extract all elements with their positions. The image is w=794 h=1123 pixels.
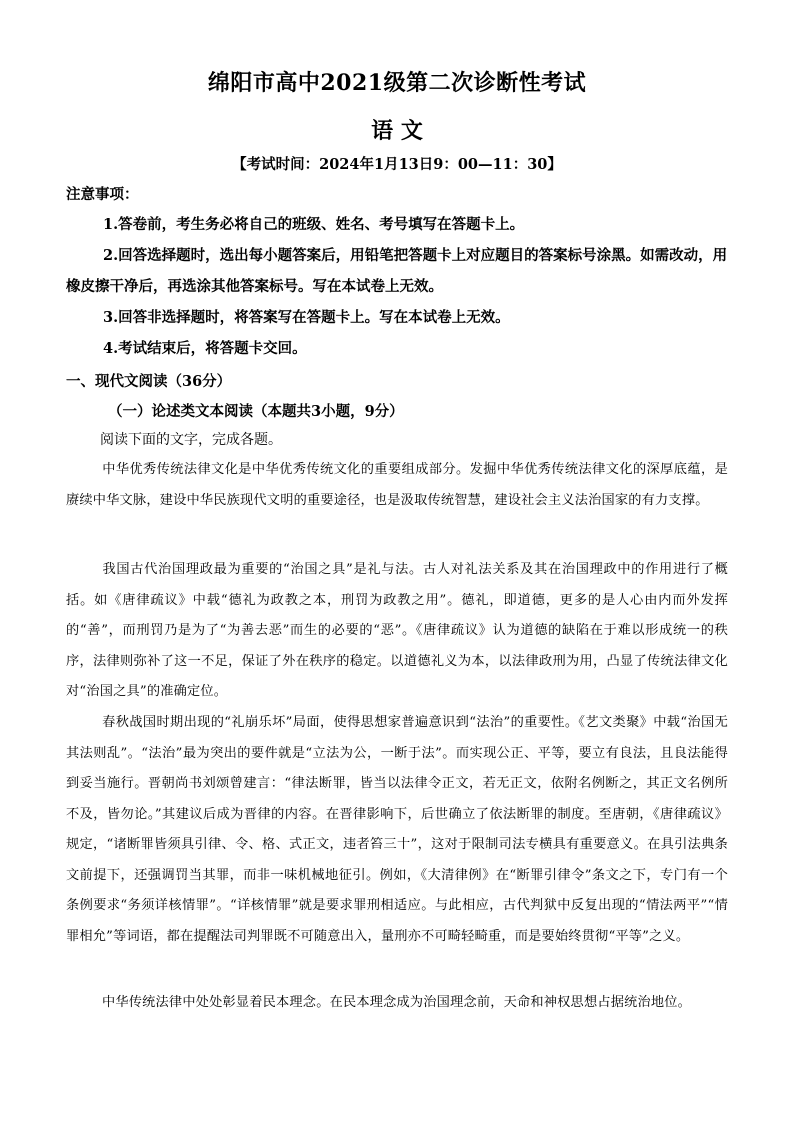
notice-rule-text: 1.答卷前，考生务必将自己的班级、姓名、考号填写在答题卡上。 bbox=[103, 216, 525, 233]
notice-rule-text: 3.回答非选择题时，将答案写在答题卡上。写在本试卷上无效。 bbox=[103, 309, 510, 326]
notice-rule-3 bbox=[66, 302, 728, 333]
paragraph-text: 春秋战国时期出现的“礼崩乐坏”局面，使得思想家普遍意识到“法治”的重要性。《艺文类聚》中载“治国无其法则乱”。“法治”最为突出的要件就是“立法为公，一断于法”。而实现公正、平等，要立有良法，且良法能得到妥当施行。晋朝尚书刘颂曾建言：“律法断罪，皆当以法律令正文，若无正文，依附名例断之，其正文名例所不及，皆勿论。”其建议后成为晋律的内容。在晋律影响下，后世确立了依法断罪的制度。至唐朝，《唐律疏议》规定，“诸断罪皆须具引律、令、格、式正文，违者笞三十”，这对于限制司法专横具有重要意义。在具引法典条文前提下，还强调罚当其罪，而非一味机械地征引。例如，《大清律例》在“断罪引律令”条文之下，专门有一个条例要求“务须详核情罪”。“详核情罪”就是要求罪刑相适应。与此相应，古代判狱中反复出现的“情法两平”“情罪相允”等词语，都在提醒法司判罪既不可随意出入，量刑亦不可畸轻畸重，而是要始终贯彻“平等”之义。 bbox=[66, 715, 728, 944]
subject-title: 语 文 bbox=[371, 118, 423, 144]
exam-time: 【考试时间：2024年1月13日9：00—11：30】 bbox=[232, 156, 562, 173]
notice-rule-4 bbox=[66, 333, 728, 364]
passage-paragraph-2 bbox=[66, 555, 728, 708]
paragraph-text: 中华传统法律中处处彰显着民本理念。在民本理念成为治国理念前，天命和神权思想占据统治地位。 bbox=[102, 995, 692, 1010]
paragraph-text: 中华优秀传统法律文化是中华优秀传统文化的重要组成部分。发掘中华优秀传统法律文化的深厚底蕴，是赓续中华文脉，建设中华民族现代文明的重要途径，也是汲取传统智慧，建设社会主义法治国家的有力支撑。 bbox=[66, 462, 728, 508]
passage-paragraph-1 bbox=[66, 455, 728, 516]
section-title: 一、现代文阅读（36分） bbox=[66, 373, 232, 390]
subsection-title: （一）论述类文本阅读（本题共3小题，9分） bbox=[108, 403, 404, 420]
notice-rule-2 bbox=[66, 240, 728, 302]
notice-rule-text: 4.考试结束后，将答题卡交回。 bbox=[103, 340, 307, 357]
exam-title: 绵阳市高中2021级第二次诊断性考试 bbox=[207, 70, 587, 96]
passage-paragraph-4 bbox=[66, 988, 728, 1019]
notice-heading: 注意事项： bbox=[66, 186, 139, 203]
passage-paragraph-3 bbox=[66, 708, 728, 952]
notice-rule-1 bbox=[66, 209, 728, 240]
paragraph-text: 我国古代治国理政最为重要的“治国之具”是礼与法。古人对礼法关系及其在治国理政中的作用进行了概括。如《唐律疏议》中载“德礼为政教之本，刑罚为政教之用”。德礼，即道德，更多的是人心由内而外发挥的“善”，而刑罚乃是为了“为善去恶”而生的必要的“恶”。《唐律疏议》认为道德的缺陷在于难以形成统一的秩序，法律则弥补了这一不足，保证了外在秩序的稳定。以道德礼义为本，以法律政刑为用，凸显了传统法律文化对“治国之具”的准确定位。 bbox=[66, 562, 728, 699]
reading-instruction: 阅读下面的文字，完成各题。 bbox=[100, 432, 282, 448]
notice-rule-text: 2.回答选择题时，选出每小题答案后，用铅笔把答题卡上对应题目的答案标号涂黑。如需改动，用橡皮擦干净后，再选涂其他答案标号。写在本试卷上无效。 bbox=[66, 247, 728, 295]
